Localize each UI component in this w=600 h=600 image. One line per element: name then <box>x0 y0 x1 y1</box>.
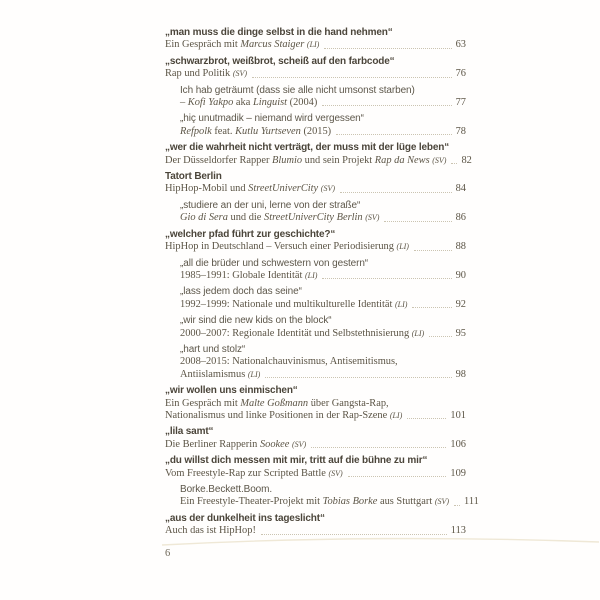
entry-detail-line <box>180 97 466 109</box>
detail-text: 2008–2015: Nationalchauvinismus, Antisemitismus, <box>180 356 398 368</box>
entry-detail-line <box>180 356 466 368</box>
detail-text: Nationalismus und linke Positionen in der Rap-Szene (LI) <box>165 409 403 421</box>
page-number: 95 <box>455 327 466 339</box>
entry-detail-line <box>165 241 466 253</box>
entry-heading: „hiç unutmadik – niemand wird vergessen“ <box>180 113 364 125</box>
leader-dots <box>348 475 447 477</box>
leader-dots <box>340 191 452 193</box>
page-number: 106 <box>450 438 466 450</box>
page-number: 111 <box>464 496 479 508</box>
page-number: 84 <box>455 183 466 195</box>
entry-heading: „man muss die dinge selbst in die hand nehmen“ <box>165 27 393 38</box>
entry-heading: „hart und stolz“ <box>180 343 246 355</box>
entry-detail-line <box>180 270 466 282</box>
toc-entry <box>165 171 466 196</box>
leader-dots <box>311 446 446 448</box>
leader-dots <box>322 277 451 279</box>
detail-text: – Kofi Yakpo aka Linguist (2004) <box>180 97 318 109</box>
detail-text: Vom Freestyle-Rap zur Scripted Battle (SV) <box>165 467 343 479</box>
toc-entry <box>165 315 466 340</box>
entry-detail-line <box>180 212 466 224</box>
toc-entry <box>165 258 466 283</box>
page-number: 86 <box>455 212 466 224</box>
detail-text: 1985–1991: Globale Identität (LI) <box>180 269 318 281</box>
entry-detail-line <box>165 410 466 422</box>
toc-entry <box>165 455 466 480</box>
toc-entry <box>165 344 466 381</box>
toc-entry <box>165 426 466 451</box>
entry-detail-line <box>180 496 479 508</box>
toc-entry <box>165 385 466 422</box>
detail-text: HipHop-Mobil und StreetUniverCity (SV) <box>165 183 335 195</box>
detail-text: Ein Freestyle-Theater-Projekt mit Tobias Borke aus Stuttgart (SV) <box>180 496 450 508</box>
entry-detail-line <box>180 369 466 381</box>
page-number: 63 <box>455 39 466 51</box>
page-number: 82 <box>461 154 472 166</box>
entry-heading: „all die brüder und schwestern von gestern“ <box>180 257 369 269</box>
page-number: 76 <box>455 68 466 80</box>
entry-detail-line <box>165 39 466 51</box>
detail-text: Rap und Politik (SV) <box>165 68 248 80</box>
detail-text: Ein Gespräch mit Marcus Staiger (LI) <box>165 39 320 51</box>
detail-text: Die Berliner Rapperin Sookee (SV) <box>165 438 307 450</box>
entry-detail-line <box>180 126 466 138</box>
leader-dots <box>454 504 460 506</box>
entry-detail-line <box>180 328 466 340</box>
leader-dots <box>265 376 451 378</box>
entry-detail-line <box>180 299 466 311</box>
detail-text: Antiislamismus (LI) <box>180 368 261 380</box>
leader-dots <box>412 306 451 308</box>
page-number: 98 <box>455 368 466 380</box>
entry-heading: „wir sind die new kids on the block“ <box>180 315 332 327</box>
entry-heading: „aus der dunkelheit ins tageslicht“ <box>165 512 325 524</box>
entry-detail-line <box>165 468 466 480</box>
toc-entry <box>165 229 466 254</box>
entry-detail-line <box>165 68 466 80</box>
entry-heading: „wer die wahrheit nicht verträgt, der muss mit der lüge leben“ <box>165 142 450 154</box>
detail-text: HipHop in Deutschland – Versuch einer Periodisierung (LI) <box>165 241 409 253</box>
toc <box>165 27 479 538</box>
entry-detail-line <box>165 439 466 451</box>
entry-heading: „welcher pfad führt zur geschichte?“ <box>165 228 336 240</box>
leader-dots <box>322 104 451 106</box>
page-number: 101 <box>450 409 466 421</box>
leader-dots <box>336 133 451 135</box>
entry-heading: „lila samt“ <box>165 426 214 438</box>
entry-detail-line <box>165 154 472 167</box>
toc-entry <box>165 142 472 167</box>
page-number: 88 <box>455 241 466 253</box>
leader-dots <box>384 220 451 222</box>
page-number: 113 <box>450 525 466 537</box>
folio-page-number: 6 <box>165 548 171 559</box>
detail-text: Auch das ist HipHop! <box>165 525 256 537</box>
entry-heading: Ich hab geträumt (dass sie alle nicht umsonst starben) <box>180 84 415 96</box>
toc-entry <box>165 200 466 225</box>
detail-text: Der Düsseldorfer Rapper Blumio und sein Projekt Rap da News (SV) <box>165 154 447 166</box>
leader-dots <box>414 249 452 251</box>
leader-dots <box>407 417 446 419</box>
detail-text: 1992–1999: Nationale und multikulturelle Identität (LI) <box>180 298 408 310</box>
detail-text: 2000–2007: Regionale Identität und Selbstethnisierung (LI) <box>180 327 425 339</box>
page-number: 90 <box>455 269 466 281</box>
page-number: 109 <box>450 467 466 479</box>
page-number: 77 <box>455 97 466 109</box>
page-number: 92 <box>455 298 466 310</box>
entry-heading: Borke.Beckett.Boom. <box>180 484 273 495</box>
toc-entry <box>165 27 466 52</box>
toc-entry <box>165 85 466 110</box>
detail-text: Ein Gespräch mit Malte Goßmann über Gangsta-Rap, <box>165 397 389 409</box>
entry-detail-line <box>165 183 466 195</box>
entry-heading: „wir wollen uns einmischen“ <box>165 385 298 397</box>
entry-heading: „du willst dich messen mit mir, tritt auf die bühne zu mir“ <box>165 455 428 467</box>
detail-text: Refpolk feat. Kutlu Yurtseven (2015) <box>180 125 332 137</box>
leader-dots <box>252 76 452 78</box>
entry-detail-line <box>165 398 466 410</box>
entry-heading: „schwarzbrot, weißbrot, scheiß auf den farbcode“ <box>165 55 395 67</box>
page-curl-line <box>76 534 600 552</box>
leader-dots <box>324 47 451 49</box>
detail-text: Gio di Sera und die StreetUniverCity Berlin (SV) <box>180 212 380 224</box>
entry-heading: Tatort Berlin <box>165 171 222 183</box>
entry-heading: „lass jedem doch das seine“ <box>180 286 302 298</box>
toc-entry <box>165 484 479 509</box>
leader-dots <box>451 162 457 164</box>
page-number: 78 <box>455 125 466 137</box>
leader-dots <box>429 335 451 337</box>
toc-entry <box>165 286 466 311</box>
toc-entry <box>165 113 466 138</box>
entry-heading: „studiere an der uni, lerne von der straße“ <box>180 199 361 211</box>
toc-entry <box>165 56 466 81</box>
